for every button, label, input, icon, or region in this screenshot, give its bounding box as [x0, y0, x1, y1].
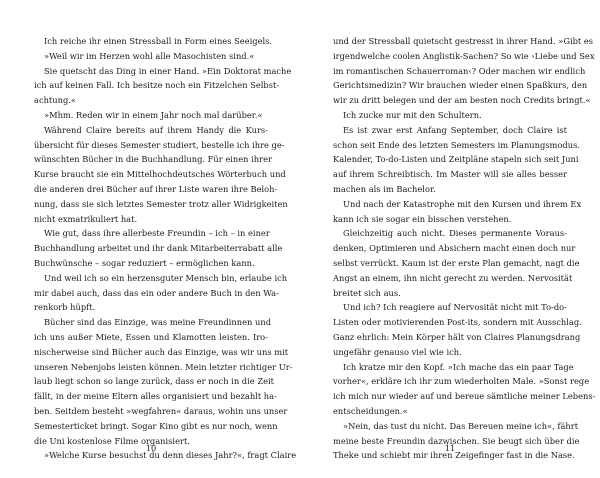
text-line: ich uns außer Miete, Essen und Klamotten leisten. Iro- [34, 331, 268, 342]
right-page-number: 11 [444, 443, 456, 453]
text-line: Semesterticket bringt. Sogar Kino gibt es nur noch, wenn [34, 420, 278, 431]
text-line: Kalender, To-do-Listen und Zeitpläne stapeln sich seit Juni [333, 154, 579, 165]
right-page [333, 34, 596, 463]
text-line: »Mhm. Reden wir in einem Jahr noch mal darüber.« [44, 109, 263, 120]
text-line: irgendwelche coolen Anglistik-Sachen? So wie ›Liebe und Sex [333, 50, 595, 61]
text-line: Wie gut, dass ihre allerbeste Freundin – ich – in einer [44, 228, 270, 239]
text-line: Es ist zwar erst Anfang September, doch Claire ist [343, 124, 567, 135]
text-line: Ich reiche ihr einen Stressball in Form eines Seeigels. [44, 36, 273, 46]
text-line: Und nach der Katastrophe mit den Kursen und ihrem Ex [343, 198, 582, 209]
text-line: Ganz ehrlich: Mein Körper hält von Claires Planungsdrang [333, 331, 581, 342]
text-line: ben. Seitdem besteht »wegfahren« daraus, wohin uns unser [34, 405, 288, 416]
text-line: nung, dass sie sich letztes Semester trotz aller Widrigkeiten [34, 198, 288, 209]
text-line: Ich zucke nur mit den Schultern. [343, 109, 482, 120]
text-line: »Nein, das tust du nicht. Das Bereuen meine ich«, fährt [343, 420, 579, 431]
text-line: Listen oder motivierenden Post-its, sondern mit Ausschlag. [333, 317, 582, 328]
text-line: laub liegt schon so lange zurück, dass er noch in die Zeit [34, 376, 274, 387]
text-line: selbst verrückt. Kaum ist der erste Plan gemacht, nagt die [333, 257, 580, 268]
text-line: Angst an einem, ihn nicht gerecht zu werden. Nervosität [333, 272, 573, 283]
text-line: achtung.« [34, 95, 76, 106]
text-line: im romantischen Schauerroman‹? Oder machen wir endlich [333, 65, 586, 76]
text-line: Buchwünsche – sogar reduziert – ermöglichen kann. [34, 257, 255, 268]
text-line: denken, Optimieren und Absichern macht einen doch nur [333, 243, 576, 254]
text-line: Bücher sind das Einzige, was meine Freundinnen und [44, 317, 272, 328]
text-line: unseren Nebenjobs leisten können. Mein letzter richtiger Ur- [34, 361, 293, 372]
text-line: wir zu dritt belegen und der am besten noch Credits bringt.« [333, 95, 591, 106]
text-line: Während Claire bereits auf ihrem Handy die Kurs- [44, 124, 268, 135]
text-line: kann ich sie sogar ein bisschen verstehen. [333, 213, 512, 224]
text-line: ungefähr genauso viel wie ich. [333, 346, 462, 357]
text-line: übersicht für dieses Semester studiert, bestelle ich ihre ge- [34, 139, 285, 150]
text-line: renkorb hüpft. [34, 302, 96, 313]
text-line: wünschten Bücher in die Buchhandlung. Für einen ihrer [34, 154, 272, 165]
text-line: die Uni kostenlose Filme organisiert. [34, 435, 190, 446]
text-line: nischerweise sind Bücher auch das Einzige, was wir uns mit [34, 346, 289, 357]
text-line: und der Stressball quietscht gestresst in ihrer Hand. »Gibt es [333, 36, 594, 46]
text-line: auf ihrem Schreibtisch. Im Master will sie alles besser [333, 169, 567, 180]
text-line: mir dabei auch, dass das ein oder andere Buch in den Wa- [34, 287, 279, 298]
text-line: breitet sich aus. [333, 287, 401, 298]
text-line: Gerichtsmedizin? Wir brauchen wieder einen Spaßkurs, den [333, 80, 588, 91]
text-line: ich auf keinen Fall. Ich besitze noch ein Fitzelchen Selbst- [34, 80, 280, 91]
text-line: »Weil wir im Herzen wohl alle Masochisten sind.« [44, 50, 255, 61]
text-line: entscheidungen.« [333, 405, 408, 416]
text-line: machen als im Bachelor. [333, 183, 436, 194]
text-line: schon seit Ende des letzten Semesters im Planungsmodus. [333, 139, 580, 150]
text-line: Buchhandlung arbeitet und ihr dank Mitarbeiterrabatt alle [34, 243, 283, 254]
left-page-number: 10 [145, 443, 157, 453]
text-line: Und ich? Ich reagiere auf Nervosität nicht mit To-do- [343, 302, 567, 313]
text-line: Theke und schiebt mir ihren Zeigefinger fast in die Nase. [333, 450, 575, 461]
text-line: fällt, in der meine Eltern alles organisiert und bezahlt ha- [34, 391, 277, 402]
text-line: ich mich nur wieder auf und bereue sämtliche meiner Lebens- [333, 391, 596, 402]
left-page [34, 34, 297, 463]
text-line: Sie quetscht das Ding in einer Hand. »Ein Doktorat mache [44, 65, 292, 76]
text-line: Und weil ich so ein herzensguter Mensch bin, erlaube ich [44, 272, 288, 283]
text-line: »Welche Kurse besuchst du denn dieses Jahr?«, fragt Claire [44, 450, 297, 461]
text-line: nicht exmatrikuliert hat. [34, 213, 138, 224]
text-line: vorher«, erkläre ich ihr zum wiederholten Male. »Sonst rege [333, 376, 590, 387]
text-line: meine beste Freundin dazwischen. Sie beugt sich über die [333, 435, 580, 446]
text-line: Gleichzeitig auch nicht. Dieses permanente Voraus- [343, 228, 567, 239]
text-line: die anderen drei Bücher auf ihrer Liste waren ihre Beloh- [34, 183, 278, 194]
text-line: Ich kratze mir den Kopf. »Ich mache das ein paar Tage [343, 361, 574, 372]
text-line: Kurse braucht sie ein Mittelhochdeutsches Wörterbuch und [34, 169, 286, 180]
